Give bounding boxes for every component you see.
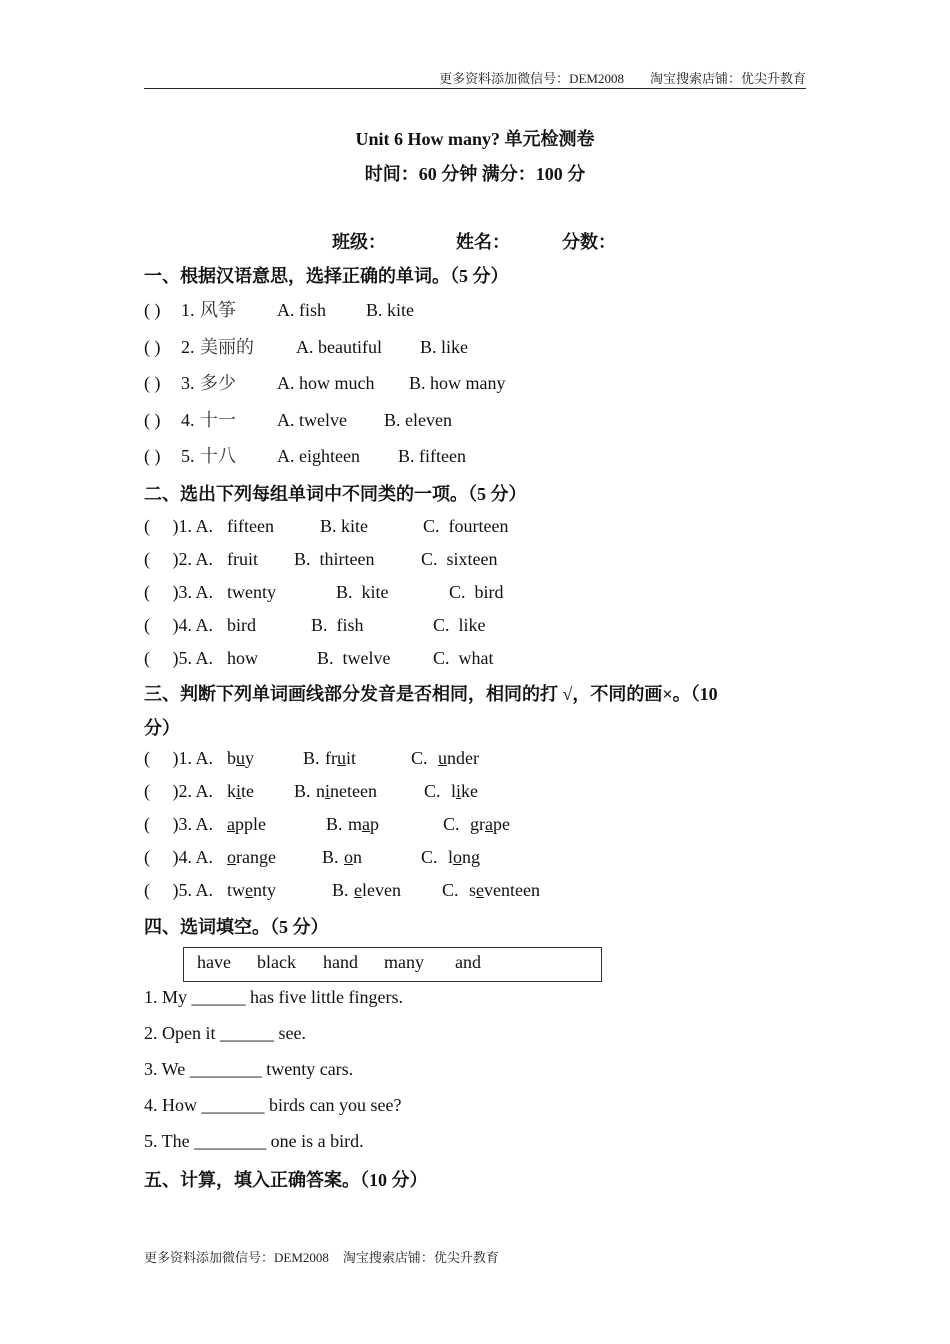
page-footer [144, 1247, 499, 1266]
word-bank-word: hand [323, 952, 358, 972]
underlined-letter: e [476, 880, 485, 900]
option-b: B. kite [366, 300, 414, 320]
section-3-heading-cont: 分） [144, 718, 180, 738]
word-part: leven [362, 880, 401, 900]
fill-sentence: 3. We ________ twenty cars. [144, 1059, 354, 1079]
class-label: 班级： [332, 232, 386, 252]
underlined-letter: u [337, 748, 346, 768]
answer-bracket: ( ) [144, 337, 161, 357]
option-c-label: C. [424, 781, 441, 801]
question-number: 4. [181, 410, 195, 430]
answer-bracket: ( ) [144, 446, 161, 466]
question-lead: ( )5. A. [144, 880, 213, 900]
question-lead: ( )2. A. [144, 549, 213, 569]
question-number: 3. [181, 373, 195, 393]
option-a: A. twelve [277, 410, 347, 430]
option-word [354, 878, 401, 902]
page-header [144, 70, 806, 89]
answer-bracket: ( ) [144, 373, 161, 393]
chinese-word: 多少 [200, 373, 236, 393]
word-part: l [451, 781, 457, 801]
option-b: B. twelve [317, 648, 391, 668]
question-lead: ( )2. A. [144, 781, 213, 801]
word-part: it [346, 748, 357, 768]
word-part: p [370, 814, 380, 834]
question-lead: ( )4. A. [144, 847, 213, 867]
option-b-label: B. [294, 781, 311, 801]
option-c-label: C. [421, 847, 438, 867]
option-b: B. fish [311, 615, 364, 635]
underlined-letter: e [245, 880, 253, 900]
word-part: k [227, 781, 236, 801]
section-2-heading: 二、选出下列每组单词中不同类的一项。（5 分） [144, 484, 527, 504]
option-b-label: B. [326, 814, 343, 834]
option-b: B. how many [409, 373, 506, 393]
fill-sentence: 4. How _______ birds can you see? [144, 1095, 402, 1115]
question-lead: ( )3. A. [144, 582, 213, 602]
section-1-heading: 一、根据汉语意思，选择正确的单词。（5 分） [144, 266, 509, 286]
underlined-letter: o [344, 847, 353, 867]
word-bank-word: have [197, 952, 231, 972]
section-3-heading: 三、判断下列单词画线部分发音是否相同，相同的打 √，不同的画×。（10 [144, 684, 718, 704]
answer-bracket: ( ) [144, 300, 161, 320]
option-c-label: C. [411, 748, 428, 768]
header-shop: 淘宝搜索店铺：优尖升教育 [649, 71, 806, 86]
score-label: 分数： [562, 232, 616, 252]
option-c-label: C. [443, 814, 460, 834]
word-part: tw [227, 880, 245, 900]
word-part: pple [235, 814, 266, 834]
option-a: twenty [227, 582, 276, 602]
option-c: C. bird [449, 582, 504, 602]
option-word [451, 779, 478, 803]
option-word [448, 845, 480, 869]
option-c: C. sixteen [421, 549, 498, 569]
option-word [227, 812, 266, 836]
option-c-label: C. [442, 880, 459, 900]
word-part: y [245, 748, 254, 768]
footer-wechat: 更多资料添加微信号：DEM2008 [144, 1250, 329, 1265]
question-lead: ( )1. A. [144, 748, 213, 768]
option-b: B. eleven [384, 410, 452, 430]
question-lead: ( )1. A. [144, 516, 213, 536]
option-word [227, 779, 254, 803]
option-c: C. fourteen [423, 516, 509, 536]
word-part: b [227, 748, 236, 768]
option-word [325, 746, 356, 770]
option-a: bird [227, 615, 256, 635]
underlined-letter: u [236, 748, 245, 768]
section-5-heading: 五、计算，填入正确答案。（10 分） [144, 1170, 428, 1190]
option-word [438, 746, 479, 770]
underlined-letter: i [325, 781, 331, 801]
fill-sentence: 1. My ______ has five little fingers. [144, 987, 403, 1007]
option-a: A. how much [277, 373, 375, 393]
word-part: pe [493, 814, 510, 834]
question-lead: ( )4. A. [144, 615, 213, 635]
underlined-letter: o [453, 847, 463, 867]
underlined-letter: i [456, 781, 462, 801]
word-part: l [448, 847, 454, 867]
option-c: C. what [433, 648, 494, 668]
option-b-label: B. [303, 748, 320, 768]
word-part: range [236, 847, 276, 867]
option-b: B. fifteen [398, 446, 466, 466]
option-word [227, 746, 254, 770]
option-a: A. beautiful [296, 337, 382, 357]
underlined-letter: a [485, 814, 493, 834]
question-number: 1. [181, 300, 195, 320]
option-a: how [227, 648, 258, 668]
page-subtitle: 时间：60 分钟 满分：100 分 [364, 164, 586, 184]
option-b-label: B. [322, 847, 339, 867]
option-word [227, 878, 276, 902]
option-a: fifteen [227, 516, 274, 536]
name-label: 姓名： [456, 232, 510, 252]
option-word [316, 779, 377, 803]
underlined-letter: a [227, 814, 235, 834]
word-bank-word: black [257, 952, 296, 972]
header-wechat: 更多资料添加微信号：DEM2008 [439, 71, 624, 86]
option-word [470, 812, 510, 836]
chinese-word: 风筝 [200, 300, 236, 320]
footer-shop: 淘宝搜索店铺：优尖升教育 [342, 1250, 499, 1265]
underlined-letter: e [354, 880, 362, 900]
word-bank-word: many [384, 952, 424, 972]
option-a: A. fish [277, 300, 326, 320]
option-word [348, 812, 379, 836]
option-b: B. kite [336, 582, 389, 602]
option-b: B. thirteen [294, 549, 375, 569]
underlined-letter: i [236, 781, 242, 801]
fill-sentence: 2. Open it ______ see. [144, 1023, 306, 1043]
option-c: C. like [433, 615, 486, 635]
word-part: te [241, 781, 255, 801]
option-word [344, 845, 362, 869]
question-number: 5. [181, 446, 195, 466]
underlined-letter: o [227, 847, 236, 867]
word-part: nty [253, 880, 277, 900]
option-word [469, 878, 540, 902]
option-word [227, 845, 276, 869]
option-b-label: B. [332, 880, 349, 900]
option-a: A. eighteen [277, 446, 360, 466]
question-number: 2. [181, 337, 195, 357]
word-part: fr [325, 748, 337, 768]
underlined-letter: u [438, 748, 447, 768]
fill-sentence: 5. The ________ one is a bird. [144, 1131, 364, 1151]
question-lead: ( )5. A. [144, 648, 213, 668]
chinese-word: 十八 [200, 446, 236, 466]
chinese-word: 十一 [200, 410, 236, 430]
question-lead: ( )3. A. [144, 814, 213, 834]
word-part: n [353, 847, 362, 867]
word-part: nder [447, 748, 479, 768]
word-part: gr [470, 814, 485, 834]
word-bank-word: and [455, 952, 481, 972]
word-part: neteen [330, 781, 377, 801]
section-4-heading: 四、选词填空。（5 分） [144, 917, 329, 937]
chinese-word: 美丽的 [200, 337, 254, 357]
word-part: s [469, 880, 477, 900]
answer-bracket: ( ) [144, 410, 161, 430]
word-part: venteen [484, 880, 540, 900]
word-part: n [316, 781, 325, 801]
option-b: B. kite [320, 516, 368, 536]
word-part: ng [462, 847, 481, 867]
word-part: ke [461, 781, 479, 801]
word-part: m [348, 814, 363, 834]
word-bank [183, 947, 602, 982]
underlined-letter: a [362, 814, 371, 834]
page-title: Unit 6 How many? 单元检测卷 [355, 129, 595, 149]
option-a: fruit [227, 549, 258, 569]
option-b: B. like [420, 337, 468, 357]
